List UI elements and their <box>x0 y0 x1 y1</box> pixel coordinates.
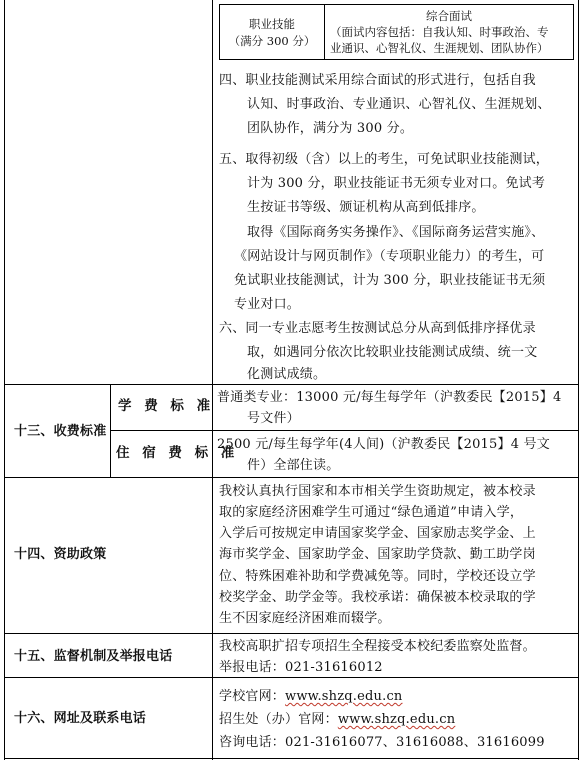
aid-text-line: 我校认真执行国家和本市相关学生资助规定，被本校录 <box>219 484 536 499</box>
tuition-text: 号文件） <box>247 411 300 426</box>
aid-text-line: 位、特殊困难补助和学费减免等。同时，学校还设立学 <box>219 569 536 584</box>
report-phone: 举报电话：021-31616012 <box>219 660 383 675</box>
inner-table-right-line: （面试内容包括：自我认知、时事政治、专 <box>330 25 549 39</box>
rule-item-5b-line: 《网站设计与网页制作》（专项职业能力）的考生，可 <box>234 249 545 264</box>
rule-item-6-line: 化测试成绩。 <box>247 367 327 382</box>
table-border-bottom <box>4 758 579 759</box>
school-website-prefix: 学校官网： <box>219 689 286 704</box>
consult-phone: 咨询电话：021-31616077、31616088、31616099 <box>219 735 545 750</box>
section-13-label: 十三、收费标准 <box>14 424 107 439</box>
aid-text-line: 校奖学金、助学金等。我校承诺：确保被本校录取的学 <box>219 590 536 605</box>
table-column-divider <box>212 0 213 760</box>
aid-text-line: 取的家庭经济困难学生可通过“绿色通道”申请入学， <box>219 505 524 520</box>
school-website-row <box>219 688 403 705</box>
section-14-label: 十四、资助政策 <box>14 547 107 562</box>
tuition-text: 普通类专业：13000 元/每生每学年（沪教委民【2015】4 <box>217 390 562 405</box>
rule-item-5b-line: 免试职业技能测试，计为 300 分，职业技能证书无须 <box>234 273 546 288</box>
aid-text-line: 入学后可按规定申请国家奖学金、国家励志奖学金、上 <box>219 526 536 541</box>
inner-table-right-title: 综合面试 <box>426 9 472 23</box>
school-website-link[interactable]: www.shzq.edu.cn <box>285 689 403 704</box>
rule-item-4-line: 团队协作，满分为 300 分。 <box>247 121 414 136</box>
table-border-right <box>578 0 579 760</box>
admissions-website-row <box>219 711 455 728</box>
admissions-website-link[interactable]: www.shzq.edu.cn <box>337 712 456 727</box>
rule-item-5-line: 五、取得初级（含）以上的考生，可免试职业技能测试， <box>219 152 550 167</box>
inner-table-left-score: （满分 300 分） <box>228 34 316 48</box>
section-15-label: 十五、监督机制及举报电话 <box>14 649 173 664</box>
lodging-label: 住 宿 费 标 准 <box>116 445 239 461</box>
section-16-label: 十六、网址及联系电话 <box>14 711 147 726</box>
row-divider-contact-top <box>4 677 579 678</box>
lodging-text: 件）全部住读。 <box>247 458 340 473</box>
inner-score-table <box>219 4 574 60</box>
rule-item-5b-line: 专业对口。 <box>234 297 301 312</box>
inner-table-right-line: 业通识、心智礼仪、生涯规划、团队协作） <box>330 41 549 55</box>
row-divider-aid-top <box>4 477 579 478</box>
aid-text-line: 生不因家庭经济困难而辍学。 <box>219 611 391 626</box>
rule-item-4-line: 四、职业技能测试采用综合面试的形式进行，包括自我 <box>219 73 536 88</box>
row-divider-fees-middle <box>110 430 579 431</box>
rule-item-4-line: 认知、时事政治、专业通识、心智礼仪、生涯规划、 <box>247 97 551 112</box>
table-border-left <box>4 0 5 760</box>
row-divider-supervision-top <box>4 633 579 634</box>
row-divider-fees-top <box>4 384 579 385</box>
rule-item-6-line: 取，如遇同分依次比较职业技能测试成绩、统一文 <box>247 345 538 360</box>
inner-table-left-label: 职业技能 <box>249 17 295 31</box>
rule-item-5-line: 计为 300 分，职业技能证书无须专业对口。免试考 <box>247 176 546 191</box>
rule-item-5-line: 生按证书等级、颁证机构从高到低排序。 <box>247 200 485 215</box>
rule-item-6-line: 六、同一专业志愿考生按测试总分从高到低排序择优录 <box>219 321 536 336</box>
supervision-text: 我校高职扩招专项招生全程接受本校纪委监察处监督。 <box>219 639 536 654</box>
tuition-label: 学 费 标 准 <box>118 398 215 414</box>
lodging-text: 2500 元/每生每学年(4人间)（沪教委民【2015】4 号文 <box>217 437 550 452</box>
aid-text-line: 海市奖学金、国家助学金、国家助学贷款、勤工助学岗 <box>219 547 536 562</box>
admissions-website-prefix: 招生处（办）官网： <box>219 712 338 727</box>
rule-item-5b-line: 取得《国际商务实务操作》、《国际商务运营实施》、 <box>247 225 545 240</box>
